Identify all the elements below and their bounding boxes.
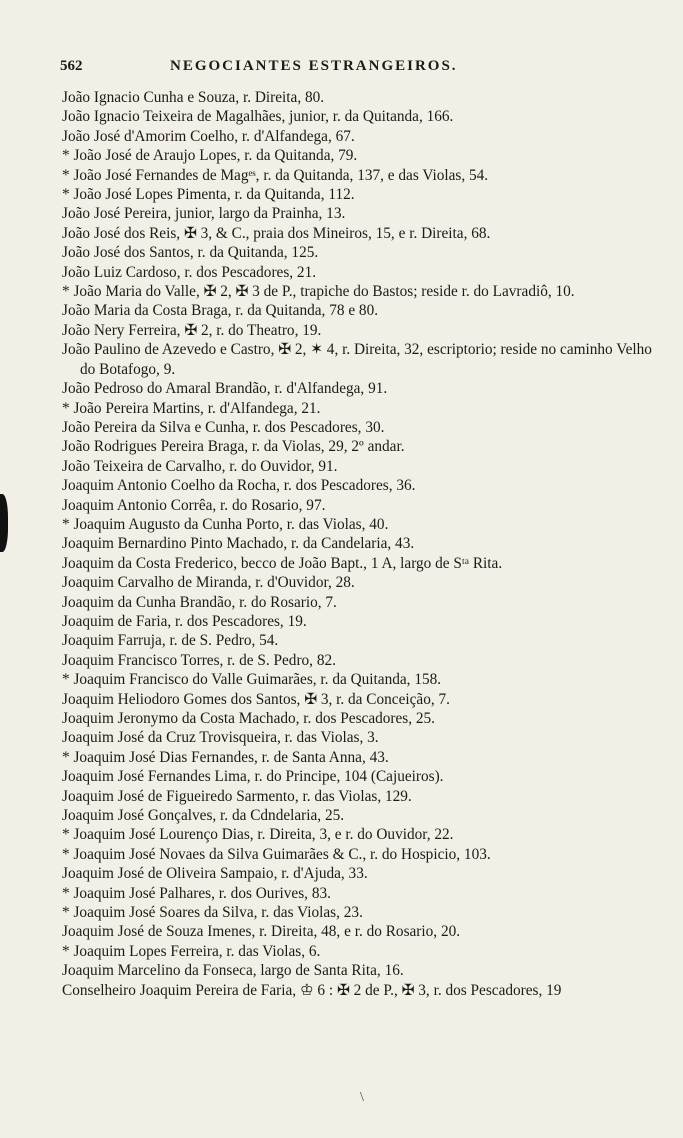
list-item: Conselheiro Joaquim Pereira de Faria, ♔ 6 : ✠ 2 de P., ✠ 3, r. dos Pescadores, 19 bbox=[62, 981, 562, 999]
list-item: * João José Lopes Pimenta, r. da Quitanda, 112. bbox=[62, 186, 355, 204]
bottom-mark: \ bbox=[360, 1090, 364, 1105]
page-number: 562 bbox=[60, 58, 83, 74]
list-item: João José dos Reis, ✠ 3, & C., praia dos Mineiros, 15, e r. Direita, 68. bbox=[62, 224, 491, 242]
list-item: Joaquim da Costa Frederico, becco de João Bapt., 1 A, largo de Sᵗᵃ Rita. bbox=[62, 554, 503, 572]
list-item: Joaquim José Gonçalves, r. da Cdndelaria, 25. bbox=[62, 807, 345, 825]
list-item: João Nery Ferreira, ✠ 2, r. do Theatro, 19. bbox=[62, 321, 322, 339]
list-item: João Pereira da Silva e Cunha, r. dos Pescadores, 30. bbox=[62, 418, 385, 436]
list-item: * João José de Araujo Lopes, r. da Quitanda, 79. bbox=[62, 147, 358, 165]
list-item: Joaquim Antonio Coelho da Rocha, r. dos Pescadores, 36. bbox=[62, 477, 416, 495]
list-item: João José dos Santos, r. da Quitanda, 125. bbox=[62, 244, 319, 262]
list-item: João José d'Amorim Coelho, r. d'Alfandega, 67. bbox=[62, 127, 355, 145]
list-item: Joaquim de Faria, r. dos Pescadores, 19. bbox=[62, 612, 307, 630]
list-item: * Joaquim Francisco do Valle Guimarães, r. da Quitanda, 158. bbox=[62, 671, 442, 689]
list-item: Joaquim Bernardino Pinto Machado, r. da Candelaria, 43. bbox=[62, 535, 415, 553]
merchant-list bbox=[62, 88, 662, 1000]
running-head: NEGOCIANTES ESTRANGEIROS. bbox=[170, 58, 458, 74]
list-item: João Paulino de Azevedo e Castro, ✠ 2, ✶ 4, r. Direita, 32, escriptorio; reside no caminho Velho do Botafogo, 9. bbox=[62, 341, 652, 378]
binding-mark bbox=[0, 494, 8, 552]
list-item: Joaquim Marcelino da Fonseca, largo de Santa Rita, 16. bbox=[62, 962, 404, 980]
list-item: João Rodrigues Pereira Braga, r. da Violas, 29, 2º andar. bbox=[62, 438, 405, 456]
list-item: João José Pereira, junior, largo da Prainha, 13. bbox=[62, 205, 346, 223]
page-header bbox=[60, 58, 520, 82]
list-item: João Ignacio Cunha e Souza, r. Direita, 80. bbox=[62, 89, 325, 106]
list-item: Joaquim José de Figueiredo Sarmento, r. das Violas, 129. bbox=[62, 787, 412, 805]
list-item: Joaquim José Fernandes Lima, r. do Principe, 104 (Cajueiros). bbox=[62, 768, 444, 786]
list-item: * João José Fernandes de Magᵉˢ, r. da Quitanda, 137, e das Violas, 54. bbox=[62, 166, 489, 184]
list-item: * Joaquim José Soares da Silva, r. das Violas, 23. bbox=[62, 904, 363, 922]
list-item: Joaquim José de Oliveira Sampaio, r. d'Ajuda, 33. bbox=[62, 865, 368, 883]
list-item: João Luiz Cardoso, r. dos Pescadores, 21. bbox=[62, 263, 317, 281]
list-item: * Joaquim José Dias Fernandes, r. de Santa Anna, 43. bbox=[62, 748, 389, 766]
list-item: Joaquim José de Souza Imenes, r. Direita, 48, e r. do Rosario, 20. bbox=[62, 923, 461, 941]
list-item: João Teixeira de Carvalho, r. do Ouvidor, 91. bbox=[62, 457, 338, 475]
list-item: João Maria da Costa Braga, r. da Quitanda, 78 e 80. bbox=[62, 302, 379, 320]
list-item: * Joaquim Augusto da Cunha Porto, r. das Violas, 40. bbox=[62, 515, 389, 533]
list-item: Joaquim Heliodoro Gomes dos Santos, ✠ 3, r. da Conceição, 7. bbox=[62, 690, 450, 708]
list-item: Joaquim Francisco Torres, r. de S. Pedro, 82. bbox=[62, 651, 336, 669]
list-item: * João Pereira Martins, r. d'Alfandega, 21. bbox=[62, 399, 321, 417]
list-item: * Joaquim José Palhares, r. dos Ourives, 83. bbox=[62, 884, 331, 902]
list-item: * João Maria do Valle, ✠ 2, ✠ 3 de P., trapiche do Bastos; reside r. do Lavradiô, 10. bbox=[62, 283, 575, 301]
list-item: Joaquim José da Cruz Trovisqueira, r. das Violas, 3. bbox=[62, 729, 379, 747]
list-item: Joaquim Antonio Corrêa, r. do Rosario, 97. bbox=[62, 496, 326, 514]
list-item: * Joaquim Lopes Ferreira, r. das Violas, 6. bbox=[62, 942, 321, 960]
list-item: João Pedroso do Amaral Brandão, r. d'Alfandega, 91. bbox=[62, 380, 388, 398]
list-item: Joaquim da Cunha Brandão, r. do Rosario, 7. bbox=[62, 593, 337, 611]
list-item: * Joaquim José Novaes da Silva Guimarães & C., r. do Hospicio, 103. bbox=[62, 845, 491, 863]
list-item: Joaquim Carvalho de Miranda, r. d'Ouvidor, 28. bbox=[62, 574, 355, 592]
list-item: Joaquim Farruja, r. de S. Pedro, 54. bbox=[62, 632, 279, 650]
list-item: * Joaquim José Lourenço Dias, r. Direita, 3, e r. do Ouvidor, 22. bbox=[62, 826, 454, 844]
list-item: João Ignacio Teixeira de Magalhães, junior, r. da Quitanda, 166. bbox=[62, 108, 454, 126]
list-item: Joaquim Jeronymo da Costa Machado, r. dos Pescadores, 25. bbox=[62, 710, 436, 727]
